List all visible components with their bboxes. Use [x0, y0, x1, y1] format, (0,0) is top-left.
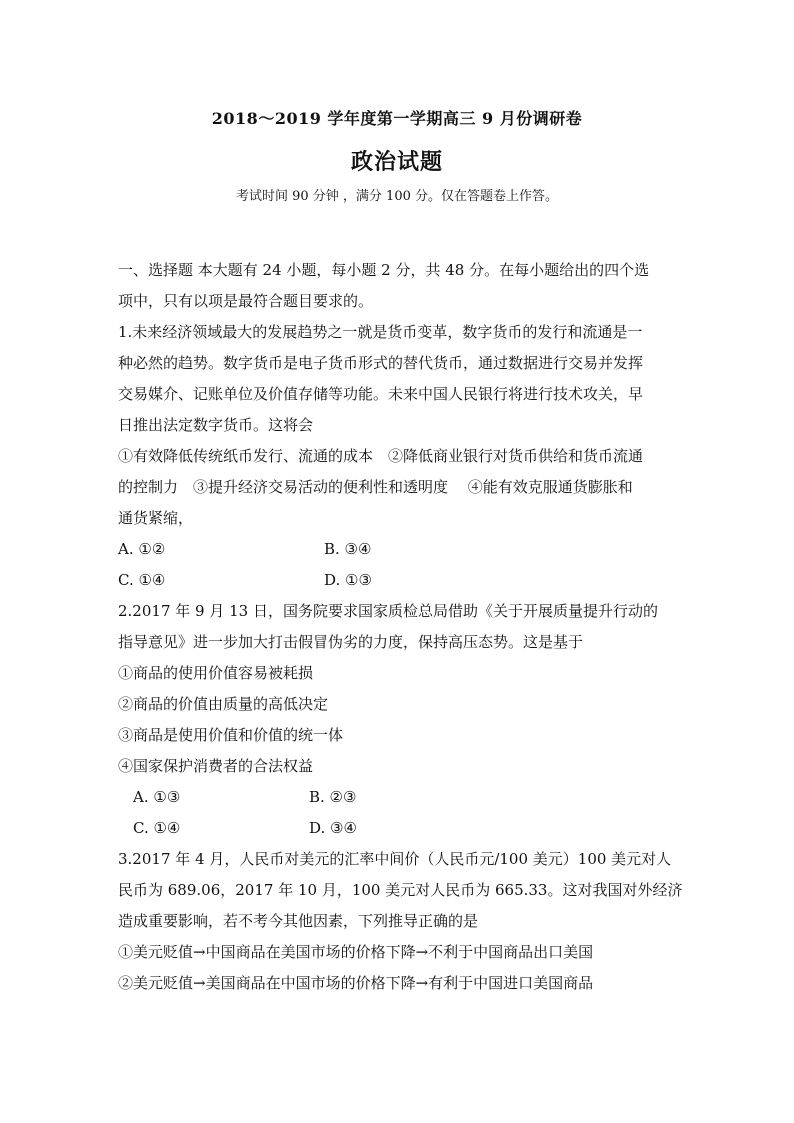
question-line: ②商品的价值由质量的高低决定 [118, 695, 329, 713]
option-d: D. ①③ [324, 571, 372, 589]
option-c: C. ①④ [133, 819, 181, 837]
option-row [118, 565, 686, 596]
question-line: 日推出法定数字货币。这将会 [118, 416, 314, 434]
question-line: 3.2017 年 4 月，人民币对美元的汇率中间价（人民币元/100 美元）100 美元对人 [118, 850, 672, 868]
option-b: B. ③④ [324, 540, 372, 558]
question-2 [118, 596, 686, 844]
option-a: A. ①③ [133, 788, 181, 806]
option-c: C. ①④ [118, 571, 166, 589]
question-line: ②美元贬值→美国商品在中国市场的价格下降→有利于中国进口美国商品 [118, 974, 594, 992]
question-line: ①美元贬值→中国商品在美国市场的价格下降→不利于中国商品出口美国 [118, 943, 594, 961]
question-line: 种必然的趋势。数字货币是电子货币形式的替代货币，通过数据进行交易并发挥 [118, 354, 644, 372]
question-line: ①商品的使用价值容易被耗损 [118, 664, 314, 682]
question-line: ④国家保护消费者的合法权益 [118, 757, 314, 775]
question-3 [118, 844, 686, 999]
option-row [118, 534, 686, 565]
question-line: 交易媒介、记账单位及价值存储等功能。未来中国人民银行将进行技术攻关，早 [118, 385, 644, 403]
option-b: B. ②③ [309, 788, 357, 806]
question-line: 通货紧缩， [118, 509, 194, 527]
question-line: 1.未来经济领域最大的发展趋势之一就是货币变革，数字货币的发行和流通是一 [118, 323, 643, 341]
question-line: 指导意见》进一步加大打击假冒伪劣的力度，保持高压态势。这是基于 [118, 633, 584, 651]
exam-header: 2018～2019 学年度第一学期高三 9 月份调研卷 [211, 109, 583, 128]
question-line: 民币为 689.06，2017 年 10 月，100 美元对人民币为 665.33。这对我国对外经济 [118, 881, 683, 899]
option-row [118, 813, 686, 844]
option-d: D. ③④ [309, 819, 357, 837]
question-line: 2.2017 年 9 月 13 日，国务院要求国家质检总局借助《关于开展质量提升行动的 [118, 602, 658, 620]
option-a: A. ①② [118, 540, 166, 558]
question-line: ③商品是使用价值和价值的统一体 [118, 726, 344, 744]
option-row [118, 782, 686, 813]
question-line: 造成重要影响，若不考今其他因素，下列推导正确的是 [118, 912, 479, 930]
section-heading: 一、选择题 本大题有 24 小题，每小题 2 分，共 48 分。在每小题给出的四个选 [118, 261, 650, 279]
question-line: ①有效降低传统纸币发行、流通的成本 ②降低商业银行对货币供给和货币流通 [118, 447, 644, 465]
exam-instructions: 考试时间 90 分钟 ，满分 100 分。仅在答题卷上作答。 [235, 189, 559, 204]
exam-title: 政治试题 [350, 149, 443, 175]
section-heading: 项中，只有以项是最符合题目要求的。 [118, 292, 374, 310]
exam-body [118, 255, 686, 999]
question-line: 的控制力 ③提升经济交易活动的便利性和透明度 ④能有效克服通货膨胀和 [118, 478, 633, 496]
question-1 [118, 317, 686, 596]
